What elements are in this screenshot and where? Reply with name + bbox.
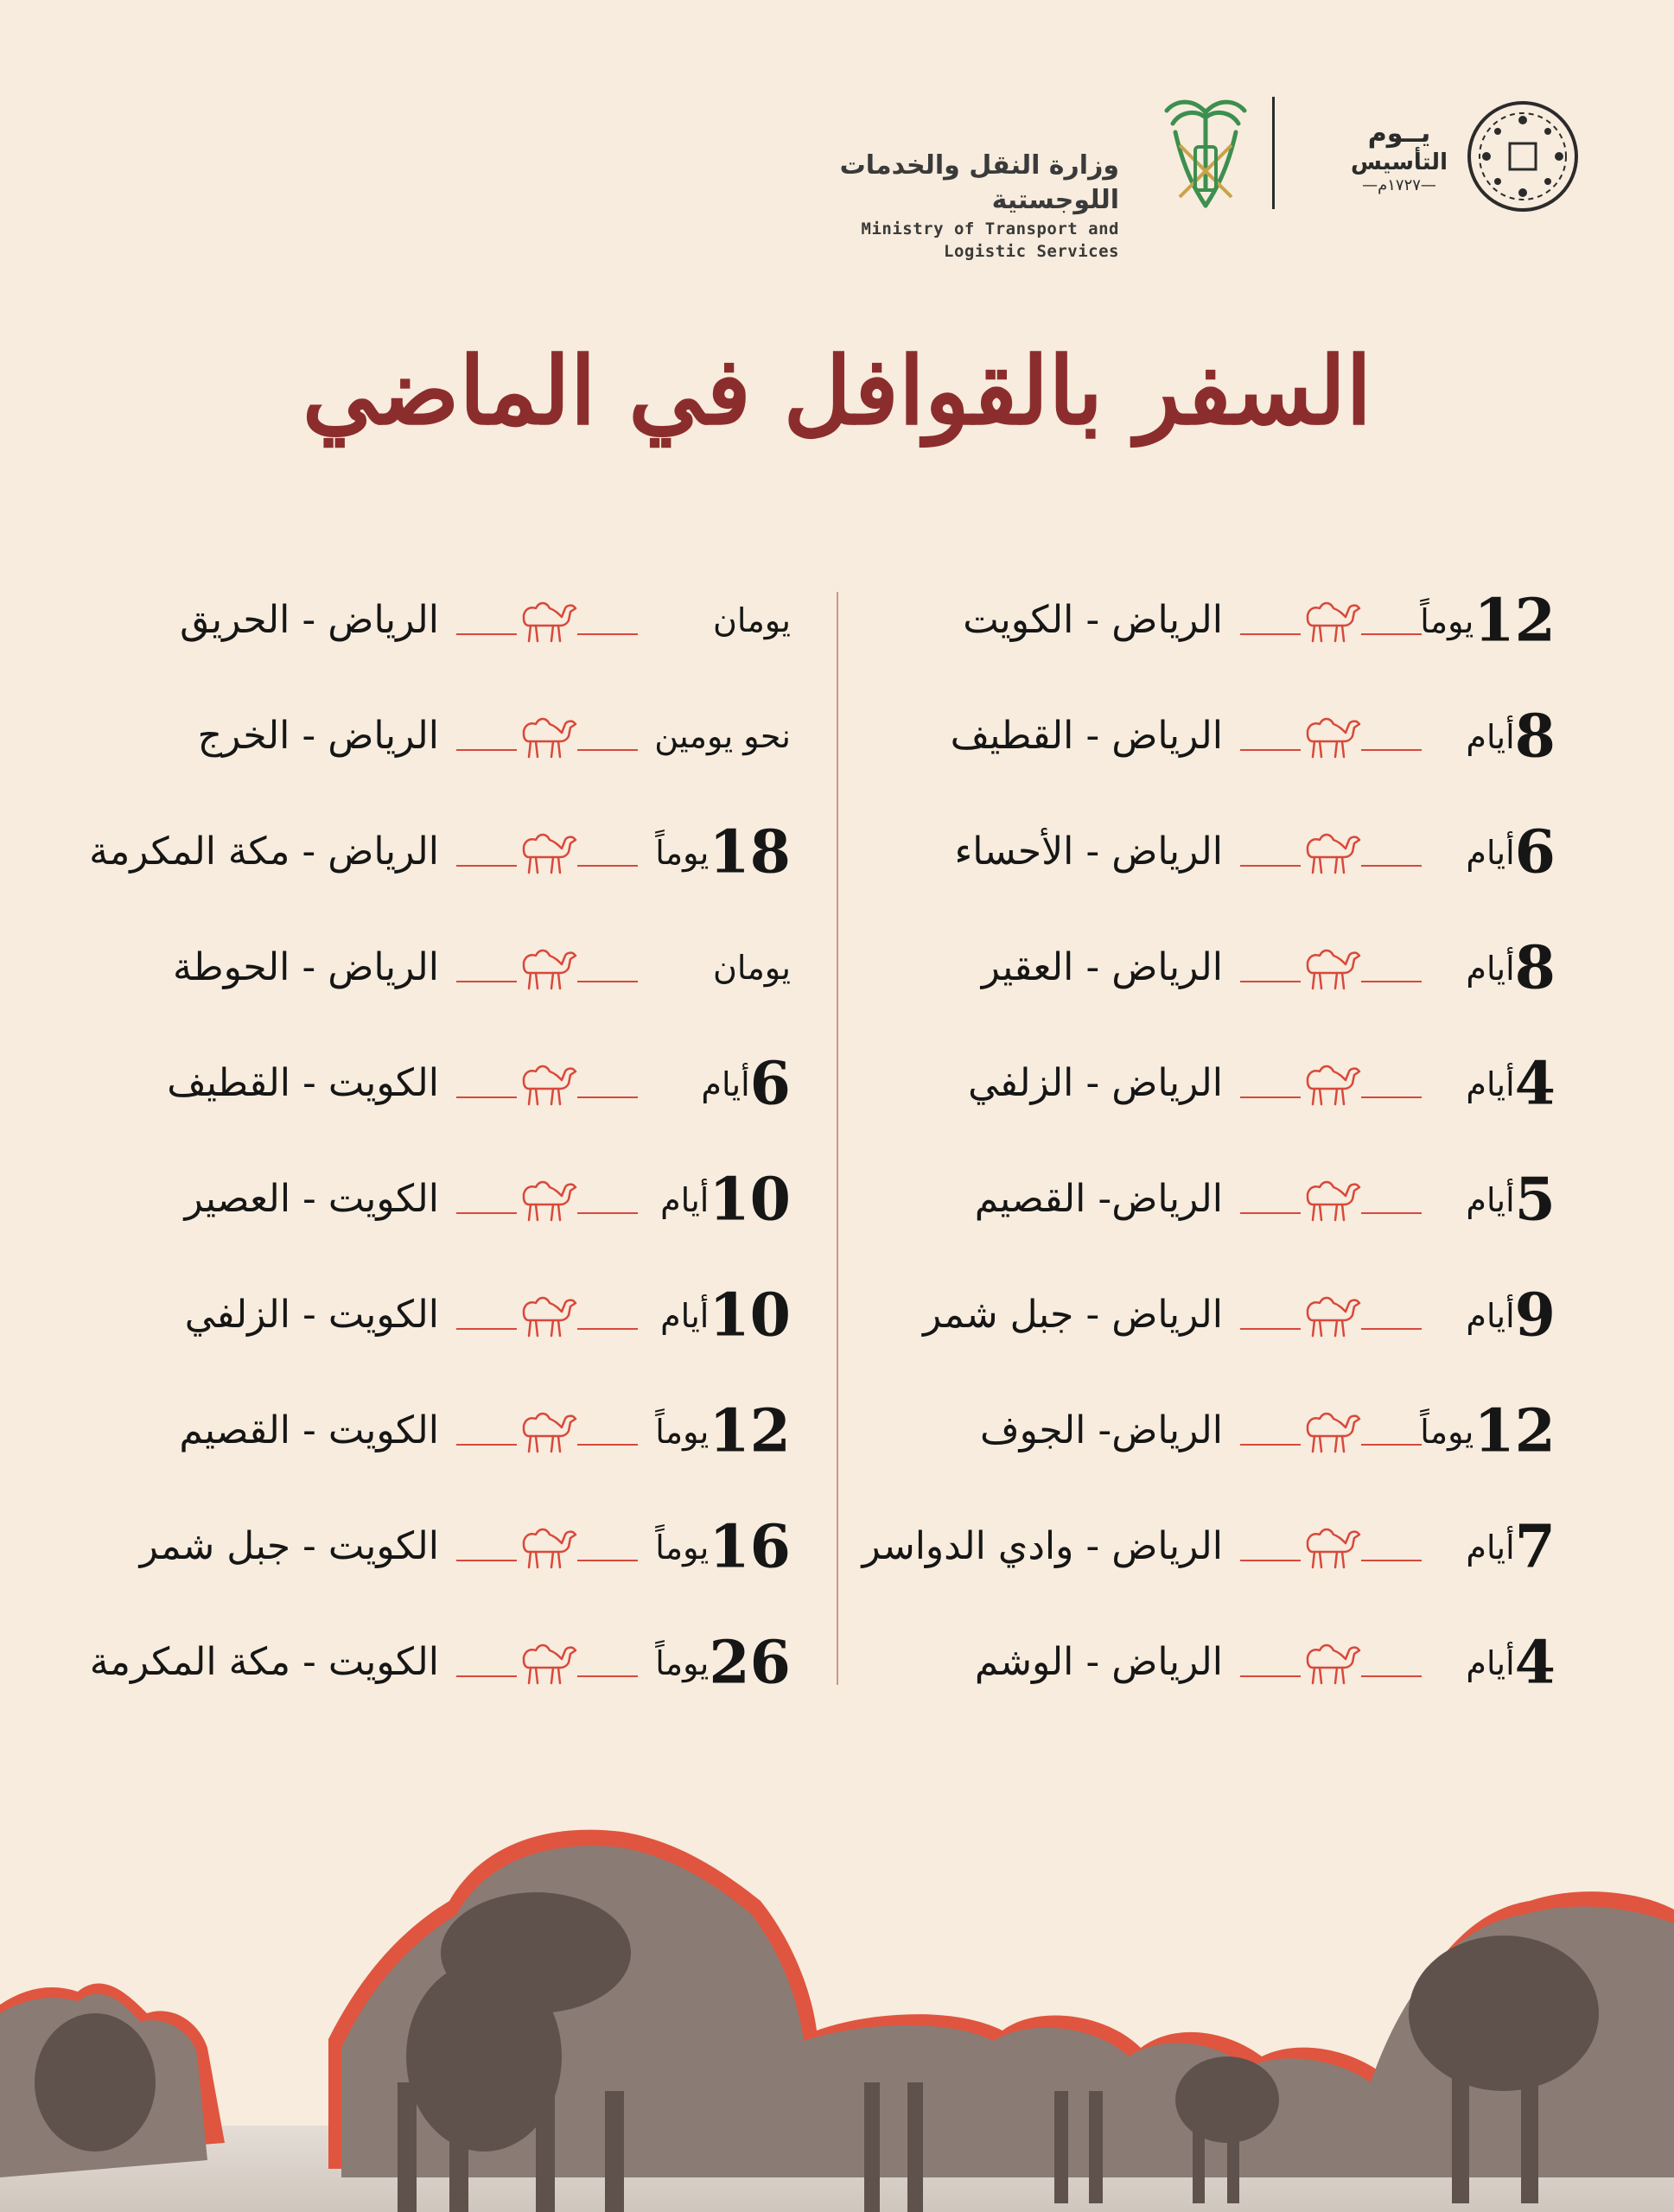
route-name: الرياض - الزلفي [968, 1061, 1223, 1105]
duration-number: 12 [1474, 586, 1556, 656]
duration-unit: أيام [1466, 1065, 1515, 1103]
duration-unit: يوماً [1420, 1412, 1474, 1451]
duration-number: 6 [1514, 817, 1556, 887]
duration-number: 7 [1514, 1512, 1556, 1582]
duration-unit: أيام [1466, 949, 1515, 988]
founding-line2: التأسيس [1351, 149, 1448, 175]
camel-connector [456, 809, 646, 895]
camel-icon [456, 1059, 646, 1111]
route-name: الكويت - القصيم [179, 1408, 439, 1452]
camel-connector [456, 1503, 646, 1590]
duration-unit: يوماً [655, 1643, 710, 1682]
route-name: الكويت - الزلفي [184, 1293, 439, 1337]
ministry-name [778, 149, 1119, 263]
duration-unit: أيام [1466, 1528, 1515, 1567]
founding-line1: يــوم [1367, 118, 1431, 149]
duration [635, 1040, 791, 1127]
duration [635, 1272, 791, 1358]
route-name: الرياض - وادي الدواسر [862, 1524, 1223, 1568]
duration-unit: يوماً [1420, 601, 1474, 640]
route-name: الرياض - الوشم [974, 1640, 1223, 1684]
route-name: الكويت - القطيف [167, 1061, 439, 1105]
camel-connector [456, 925, 646, 1011]
route-name: الرياض - الحوطة [173, 945, 439, 989]
duration-number: 4 [1514, 1049, 1556, 1119]
duration-unit: أيام [660, 1296, 710, 1335]
camel-connector [456, 1156, 646, 1243]
duration-number: 5 [1514, 1165, 1556, 1235]
route-name: الرياض - جبل شمر [923, 1293, 1223, 1337]
route-name: الرياض - القطيف [950, 714, 1223, 758]
duration-number: 12 [1474, 1396, 1556, 1466]
duration-text: يومان [712, 949, 791, 987]
camel-icon [456, 1291, 646, 1343]
duration-number: 6 [749, 1049, 791, 1119]
duration [635, 1388, 791, 1474]
duration-number: 12 [709, 1396, 791, 1466]
route-row [0, 1040, 1674, 1127]
camel-icon [456, 944, 646, 995]
route-row [0, 693, 1674, 779]
camel-icon [456, 712, 646, 764]
duration-text: يومان [712, 601, 791, 639]
duration-number: 8 [1514, 933, 1556, 1003]
route-name: الكويت - مكة المكرمة [89, 1640, 439, 1684]
route-row [0, 1503, 1674, 1590]
route-row [0, 577, 1674, 664]
duration-unit: أيام [660, 1180, 710, 1219]
camel-connector [456, 1272, 646, 1358]
camel-connector [456, 1388, 646, 1474]
route-name: الكويت - جبل شمر [139, 1524, 439, 1568]
duration-unit: أيام [1466, 833, 1515, 872]
camel-icon [456, 1522, 646, 1574]
route-name: الكويت - العصير [184, 1177, 439, 1221]
duration-number: 18 [709, 817, 791, 887]
route-name: الرياض - الكويت [963, 598, 1223, 642]
route-row [0, 809, 1674, 895]
camel-icon [456, 1175, 646, 1227]
page-title: السفر بالقوافل في الماضي [302, 337, 1372, 446]
camel-connector [456, 693, 646, 779]
duration-number: 9 [1514, 1281, 1556, 1351]
camel-connector [456, 1619, 646, 1706]
route-name: الرياض - العقير [981, 945, 1223, 989]
header-divider [1272, 97, 1275, 209]
route-row [0, 1272, 1674, 1358]
ministry-name-arabic: وزارة النقل والخدمات اللوجستية [839, 150, 1119, 215]
duration-number: 8 [1514, 702, 1556, 772]
duration-unit: أيام [1466, 1296, 1515, 1335]
camel-icon [456, 1638, 646, 1690]
camel-icon [456, 1407, 646, 1459]
duration [635, 1156, 791, 1243]
route-name: الرياض - الأحساء [954, 830, 1223, 874]
duration-number: 10 [709, 1165, 791, 1235]
route-name: الرياض - الحريق [180, 598, 439, 642]
header [778, 86, 1607, 261]
duration-unit: أيام [1466, 1180, 1515, 1219]
route-row [0, 1156, 1674, 1243]
route-row [0, 1388, 1674, 1474]
route-name: الرياض - الخرج [197, 714, 439, 758]
duration-unit: أيام [1466, 717, 1515, 756]
route-row [0, 1619, 1674, 1706]
founding-year: —١٧٢٧م— [1362, 176, 1436, 194]
camel-icon [456, 596, 646, 648]
duration-unit: يوماً [655, 1412, 710, 1451]
duration-unit: يوماً [655, 833, 710, 872]
camel-caravan-photo [0, 1797, 1674, 2212]
duration [635, 1503, 791, 1590]
duration-number: 4 [1514, 1628, 1556, 1698]
duration [635, 925, 791, 1011]
route-name: الرياض- القصيم [974, 1177, 1223, 1221]
route-row [0, 925, 1674, 1011]
duration-unit: أيام [701, 1065, 750, 1103]
route-name: الرياض- الجوف [980, 1408, 1223, 1452]
duration [635, 1619, 791, 1706]
ministry-name-english: Ministry of Transport and Logistic Services [861, 219, 1119, 261]
duration-unit: يوماً [655, 1528, 710, 1567]
camel-connector [456, 577, 646, 664]
duration [635, 693, 791, 779]
camel-connector [456, 1040, 646, 1127]
camel-icon [456, 828, 646, 880]
founding-day-text [1351, 119, 1448, 195]
duration [635, 809, 791, 895]
route-name: الرياض - مكة المكرمة [89, 830, 439, 874]
duration-unit: أيام [1466, 1643, 1515, 1682]
duration-number: 10 [709, 1281, 791, 1351]
founding-seal-icon [1465, 99, 1582, 215]
duration-number: 16 [709, 1512, 791, 1582]
duration-text: نحو يومين [654, 717, 791, 755]
duration-number: 26 [709, 1628, 791, 1698]
duration [635, 577, 791, 664]
ministry-logo-icon [1154, 93, 1257, 214]
